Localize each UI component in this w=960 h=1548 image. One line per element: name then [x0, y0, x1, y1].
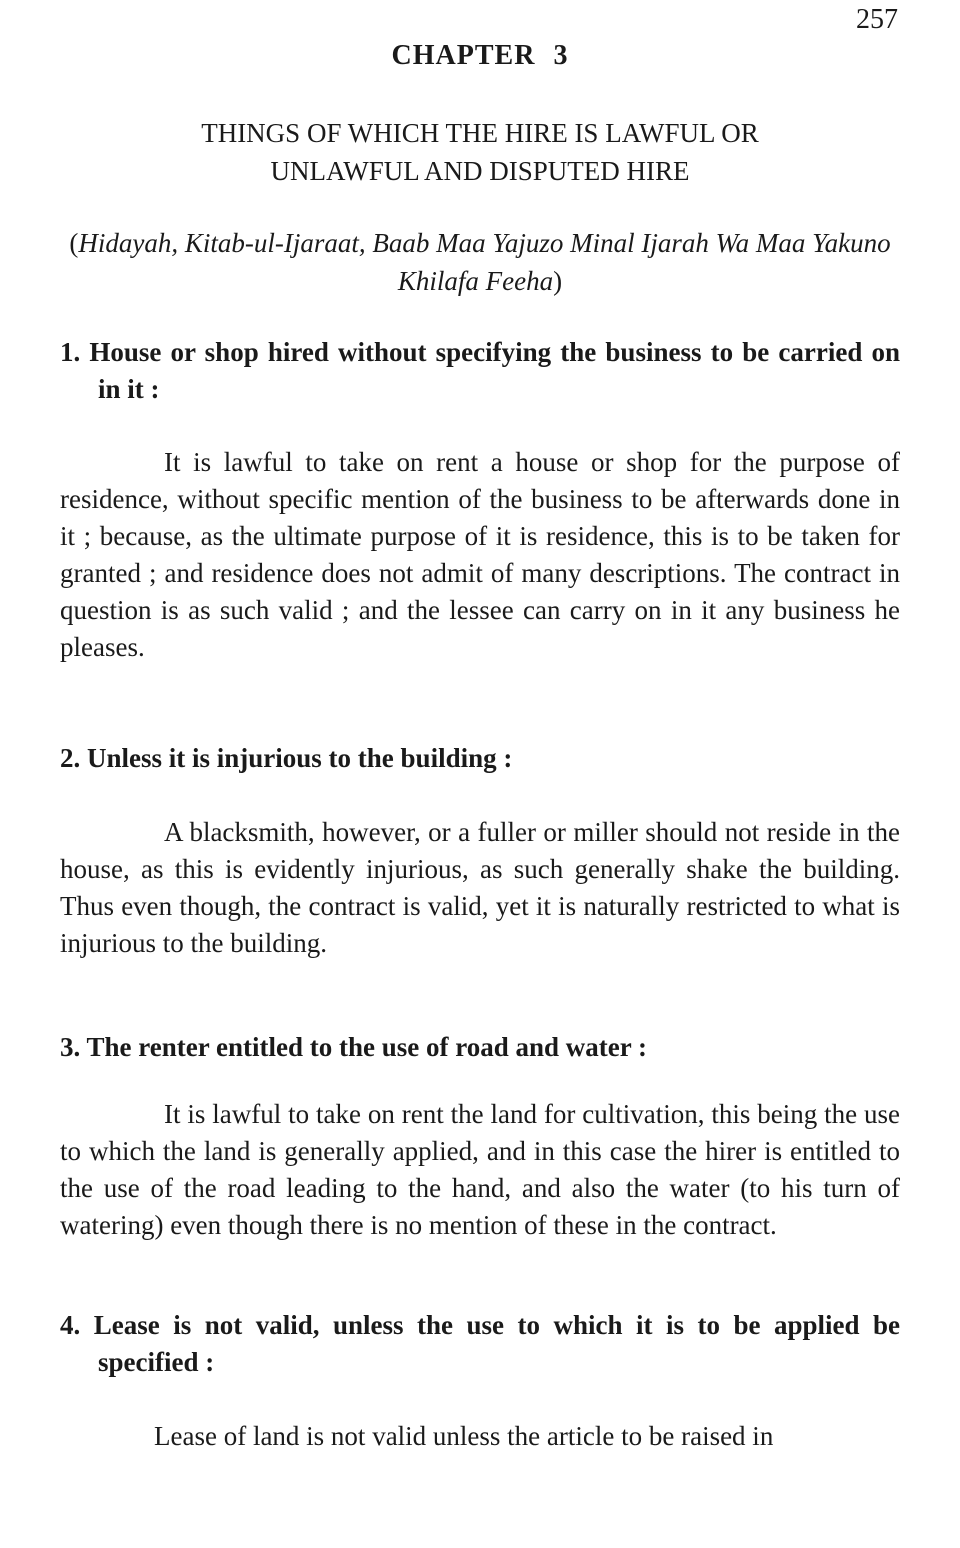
- chapter-subtitle: [80, 114, 880, 190]
- chapter-title: CHAPTER 3: [391, 40, 569, 71]
- section-4-body: Lease of land is not valid unless the article to be raised in: [154, 1421, 774, 1451]
- section-3-heading: [60, 1029, 900, 1066]
- section-3-body: It is lawful to take on rent the land for cultivation, this being the use to which the land is generally applied, and in this case the hirer is entitled to the use of the road leading to the hand, and also the water (to his turn of watering) even though there is no mention of these in the contract.: [60, 1099, 900, 1240]
- section-1-body: It is lawful to take on rent a house or shop for the purpose of residence, without specific mention of the business to be afterwards done in it ; because, as the ultimate purpose of it is residence, this is to be taken for granted ; and residence does not admit of many descriptions. The contract in question is as such valid ; and the lessee can carry on in it any business he pleases.: [60, 447, 900, 662]
- section-3-heading-text: 3. The renter entitled to the use of road and water :: [60, 1032, 647, 1062]
- chapter-subtitle-line-1: THINGS OF WHICH THE HIRE IS LAWFUL OR: [201, 118, 759, 148]
- section-1-heading: [60, 334, 900, 408]
- section-2-heading-text: 2. Unless it is injurious to the building :: [60, 743, 513, 773]
- source-reference-title: Hidayah, Kitab-ul-Ijaraat, Baab Maa Yajuzo Minal Ijarah Wa Maa Yakuno Khilafa Feeha: [78, 228, 891, 296]
- section-4-heading: [60, 1307, 900, 1381]
- page-number: 257: [856, 4, 898, 35]
- section-4-heading-text: 4. Lease is not valid, unless the use to which it is to be applied be specified :: [60, 1310, 900, 1377]
- chapter-subtitle-line-2: UNLAWFUL AND DISPUTED HIRE: [270, 156, 690, 186]
- section-1-heading-text: 1. House or shop hired without specifying the business to be carried on in it :: [60, 337, 900, 404]
- source-open-paren: (: [69, 228, 79, 258]
- source-close-paren: ): [553, 266, 563, 296]
- section-2-heading: [60, 740, 900, 777]
- section-2-body: A blacksmith, however, or a fuller or miller should not reside in the house, as this is evidently injurious, as such generally shake the building. Thus even though, the contract is valid, yet it is naturally restricted to what is injurious to the building.: [60, 817, 900, 958]
- source-reference: [60, 224, 900, 300]
